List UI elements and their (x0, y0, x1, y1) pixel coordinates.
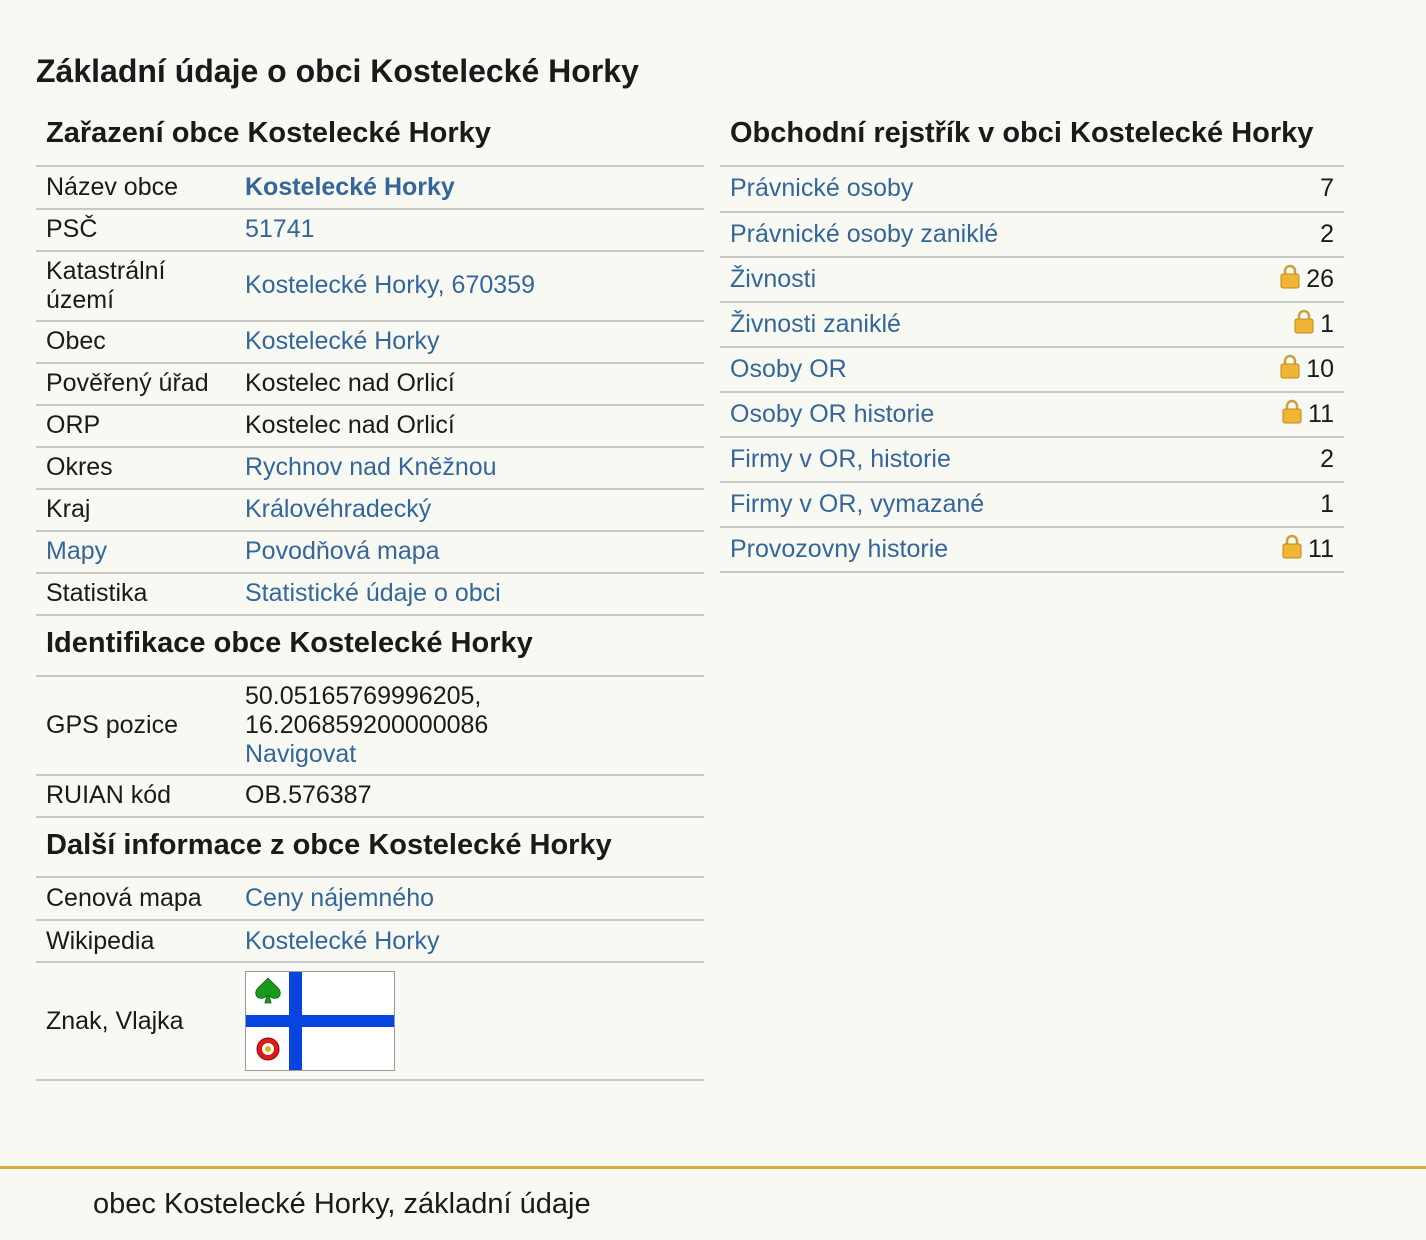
gps-latitude: 50.05165769996205, (245, 681, 482, 710)
table-row (36, 489, 704, 531)
gps-longitude: 16.206859200000086 (245, 710, 489, 739)
okres-link[interactable]: Rychnov nad Kněžnou (245, 453, 497, 482)
row-label: RUIAN kód (36, 775, 235, 817)
row-value: Kostelec nad Orlicí (235, 405, 704, 447)
count-value: 7 (1217, 167, 1344, 212)
table-row (36, 321, 704, 363)
count-value: 11 (1308, 399, 1334, 428)
count-value: 2 (1217, 437, 1344, 482)
table-row (720, 167, 1344, 212)
row-label: Katastrální území (36, 251, 235, 321)
lock-icon (1294, 308, 1314, 341)
table-row (36, 363, 704, 405)
footer-text: obec Kostelecké Horky, základní údaje (93, 1188, 591, 1220)
row-value: Kostelec nad Orlicí (235, 363, 704, 405)
count-value: 26 (1306, 264, 1334, 293)
cadastral-link[interactable]: Kostelecké Horky, 670359 (245, 271, 535, 300)
count-value: 10 (1306, 354, 1334, 383)
footer-divider (0, 1166, 1426, 1169)
row-label: Pověřený úřad (36, 363, 235, 405)
count-value: 11 (1308, 534, 1334, 563)
firms-or-deleted-link[interactable]: Firmy v OR, vymazané (730, 489, 985, 518)
zarazeni-table (36, 167, 704, 616)
lock-icon (1282, 398, 1302, 431)
persons-or-history-link[interactable]: Osoby OR historie (730, 399, 935, 428)
navigate-link[interactable]: Navigovat (245, 739, 357, 768)
count-value: 2 (1217, 212, 1344, 257)
row-label: Cenová mapa (36, 878, 235, 920)
row-label: Název obce (36, 167, 235, 209)
right-column (720, 106, 1344, 573)
table-row (36, 920, 704, 962)
municipality-name-link[interactable]: Kostelecké Horky (245, 172, 455, 201)
psc-link[interactable]: 51741 (245, 215, 315, 244)
trades-defunct-link[interactable]: Živnosti zaniklé (730, 309, 901, 338)
legal-entities-defunct-link[interactable]: Právnické osoby zaniklé (730, 219, 999, 248)
lock-icon (1280, 263, 1300, 296)
row-label: Okres (36, 447, 235, 489)
firms-or-history-link[interactable]: Firmy v OR, historie (730, 444, 951, 473)
trades-link[interactable]: Živnosti (730, 264, 817, 293)
premises-history-link[interactable]: Provozovny historie (730, 534, 949, 563)
section-heading-dalsi: Další informace z obce Kostelecké Horky (36, 818, 704, 879)
section-heading-zarazeni: Zařazení obce Kostelecké Horky (36, 106, 704, 167)
persons-or-link[interactable]: Osoby OR (730, 354, 847, 383)
kraj-link[interactable]: Královéhradecký (245, 495, 432, 524)
legal-entities-link[interactable]: Právnické osoby (730, 174, 914, 203)
table-row (36, 405, 704, 447)
identifikace-table (36, 677, 704, 818)
table-row (36, 573, 704, 615)
table-row (720, 347, 1344, 392)
table-row (720, 212, 1344, 257)
row-label: Statistika (36, 573, 235, 615)
table-row (36, 447, 704, 489)
flood-map-link[interactable]: Povodňová mapa (245, 537, 440, 566)
row-label: PSČ (36, 209, 235, 251)
maps-link[interactable]: Mapy (46, 537, 108, 566)
municipality-flag-image[interactable] (245, 971, 395, 1071)
table-row (36, 531, 704, 573)
table-row (36, 251, 704, 321)
section-heading-rejstrik: Obchodní rejstřík v obci Kostelecké Horky (720, 106, 1344, 167)
dalsi-table (36, 878, 704, 1081)
table-row (36, 775, 704, 817)
ruian-value: OB.576387 (235, 775, 704, 817)
row-label: ORP (36, 405, 235, 447)
row-label: Znak, Vlajka (36, 962, 235, 1080)
lock-icon (1282, 533, 1302, 566)
statistics-link[interactable]: Statistické údaje o obci (245, 579, 501, 608)
obec-link[interactable]: Kostelecké Horky (245, 327, 440, 356)
rent-prices-link[interactable]: Ceny nájemného (245, 884, 435, 913)
section-heading-identifikace: Identifikace obce Kostelecké Horky (36, 616, 704, 677)
table-row (36, 677, 704, 775)
table-row (36, 167, 704, 209)
row-label: Wikipedia (36, 920, 235, 962)
rejstrik-table (720, 167, 1344, 573)
row-label: Obec (36, 321, 235, 363)
left-column (36, 106, 704, 1081)
row-label: Kraj (36, 489, 235, 531)
table-row (720, 437, 1344, 482)
table-row (720, 392, 1344, 437)
row-label: GPS pozice (36, 677, 235, 775)
table-row (720, 527, 1344, 572)
count-value: 1 (1320, 309, 1334, 338)
lock-icon (1280, 353, 1300, 386)
table-row (36, 962, 704, 1080)
table-row (720, 482, 1344, 527)
table-row (720, 302, 1344, 347)
table-row (36, 209, 704, 251)
rose-icon (257, 1038, 279, 1060)
table-row (720, 257, 1344, 302)
wikipedia-link[interactable]: Kostelecké Horky (245, 926, 440, 955)
count-value: 1 (1217, 482, 1344, 527)
table-row (36, 878, 704, 920)
page-title: Základní údaje o obci Kostelecké Horky (36, 53, 639, 89)
